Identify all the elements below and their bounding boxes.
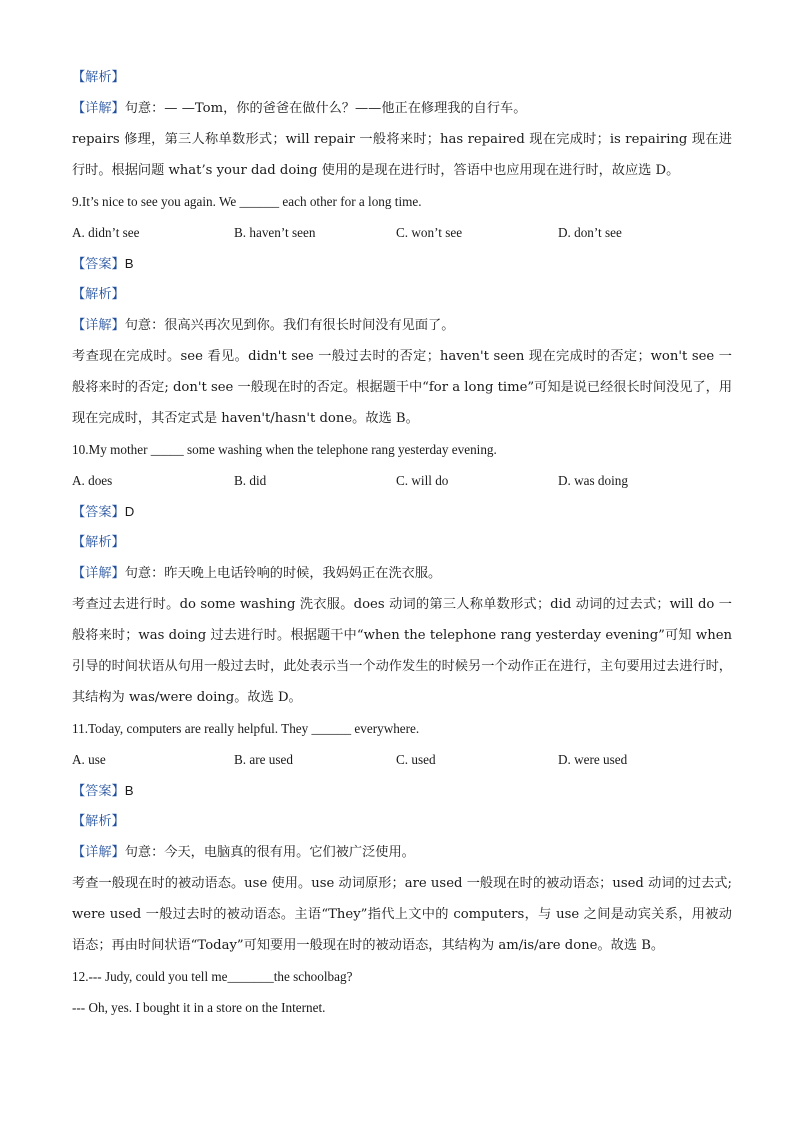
question-11-options: [72, 744, 732, 775]
option-b: B. are used: [234, 752, 293, 767]
question-11-stem: 11.Today, computers are really helpful. They ______ everywhere.: [72, 721, 420, 736]
question-10-detail: 【详解】句意：昨天晚上电话铃响的时候，我妈妈正在洗衣服。: [72, 566, 442, 581]
option-c: C. used: [396, 752, 436, 767]
question-10-explanation: 考查过去进行时。do some washing 洗衣服。does 动词的第三人称单数形式；did 动词的过去式；will do 一般将来时；was doing 过去进行时。根据题干中“when the telephone rang yesterday evening”可知 when 引导的时间状语从句用一般过去时，此处表示当一个动作发生的时候另一个动作正在进行，主句要用过去进行时，其结构为 was/were doing。故选 D。: [72, 597, 732, 705]
option-a: A. didn’t see: [72, 225, 140, 240]
option-c: C. will do: [396, 473, 449, 488]
option-a: A. does: [72, 473, 113, 488]
question-12-reply: --- Oh, yes. I bought it in a store on the Internet.: [72, 1000, 326, 1015]
question-10-answer: 【答案】D: [72, 504, 135, 520]
question-9-detail: 【详解】句意：很高兴再次见到你。我们有很长时间没有见面了。: [72, 318, 455, 333]
explanation-paragraph: repairs 修理，第三人称单数形式；will repair 一般将来时；has repaired 现在完成时；is repairing 现在进行时。根据问题 what’s your dad doing 使用的是现在进行时，答语中也应用现在进行时，故应选 D。: [72, 132, 732, 178]
question-11-explanation: 考查一般现在时的被动语态。use 使用。use 动词原形；are used 一般现在时的被动语态；used 动词的过去式; were used 一般过去时的被动语态。主语“They”指代上文中的 computers，与 use 之间是动宾关系，用被动语态；再由时间状语“Today”可知要用一般现在时的被动语态，其结构为 am/is/are done。故选 B。: [72, 876, 732, 953]
question-9-stem: 9.It’s nice to see you again. We ______ each other for a long time.: [72, 194, 422, 209]
question-10-stem: 10.My mother _____ some washing when the telephone rang yesterday evening.: [72, 442, 497, 457]
question-11-detail: 【详解】句意：今天，电脑真的很有用。它们被广泛使用。: [72, 845, 415, 860]
question-12-stem: 12.--- Judy, could you tell me_______the schoolbag?: [72, 969, 353, 984]
option-d: D. were used: [558, 752, 628, 767]
question-9-answer: 【答案】B: [72, 256, 134, 272]
detail-line: 【详解】句意：— —Tom，你的爸爸在做什么？——他正在修理我的自行车。: [72, 101, 527, 116]
option-b: B. haven’t seen: [234, 225, 316, 240]
option-c: C. won’t see: [396, 225, 463, 240]
option-b: B. did: [234, 473, 267, 488]
question-9-options: [72, 217, 732, 248]
question-9-analysis-heading: 【解析】: [72, 287, 125, 302]
question-10-options: [72, 465, 732, 496]
analysis-heading: 【解析】: [72, 70, 125, 85]
question-10-analysis-heading: 【解析】: [72, 535, 125, 550]
question-11-answer: 【答案】B: [72, 783, 134, 799]
option-a: A. use: [72, 752, 106, 767]
option-d: D. don’t see: [558, 225, 622, 240]
question-11-analysis-heading: 【解析】: [72, 814, 125, 829]
document-page: [72, 62, 732, 1023]
question-9-explanation: 考查现在完成时。see 看见。didn't see 一般过去时的否定；haven't seen 现在完成时的否定；won't see 一般将来时的否定; don't see 一般现在时的否定。根据题干中“for a long time”可知是说已经很长时间没见了，用现在完成时，其否定式是 haven't/hasn't done。故选 B。: [72, 349, 732, 426]
option-d: D. was doing: [558, 473, 628, 488]
